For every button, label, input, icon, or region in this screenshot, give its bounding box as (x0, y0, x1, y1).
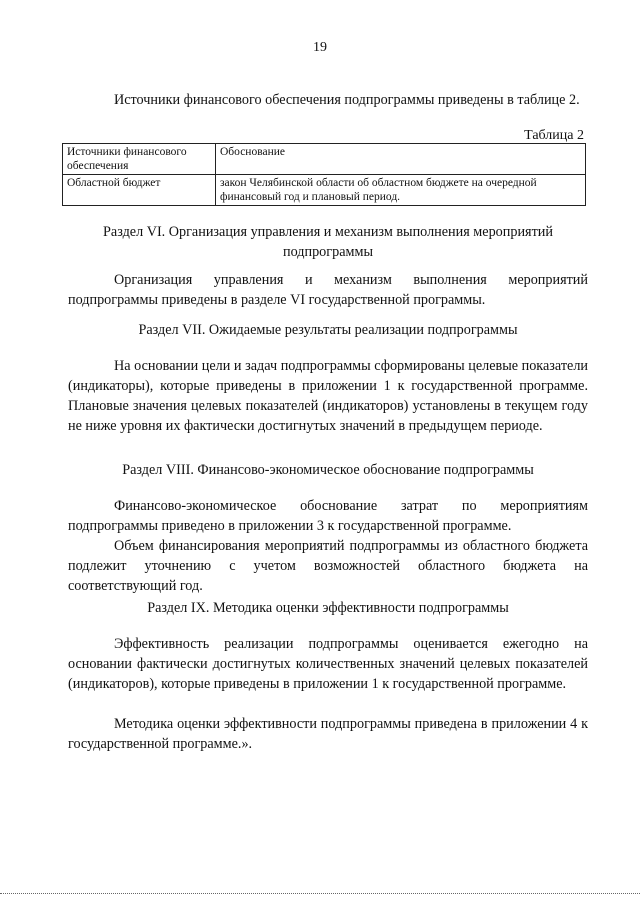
section-heading: Раздел VI. Организация управления и механизм выполнения мероприятий подпрограммы (103, 224, 553, 260)
section-paragraph: Финансово-экономическое обоснование затрат по мероприятиям подпрограммы приведено в приложении 3 к государственной программе. (68, 498, 588, 534)
section-heading: Раздел VIII. Финансово-экономическое обоснование подпрограммы (122, 462, 534, 478)
section-paragraph: На основании цели и задач подпрограммы сформированы целевые показатели (индикаторы), которые приведены в приложении 1 к государственной программе. Плановые значения целевых показателей (индикаторов) установлены в текущем году не ниже уровня их фактически достигнутых значений в предыдущем периоде. (68, 358, 588, 434)
section-heading: Раздел IX. Методика оценки эффективности подпрограммы (147, 600, 509, 616)
table-caption: Таблица 2 (524, 128, 584, 143)
table-cell: закон Челябинской области об областном бюджете на очередной финансовый год и плановый период. (216, 175, 586, 206)
funding-sources-table (62, 143, 586, 206)
section-paragraph: Объем финансирования мероприятий подпрограммы из областного бюджета подлежит уточнению с учетом возможностей областного бюджета на соответствующий год. (68, 538, 588, 594)
table-header-row (63, 144, 586, 175)
intro-paragraph: Источники финансового обеспечения подпрограммы приведены в таблице 2. (114, 92, 580, 108)
table-header-cell: Источники финансового обеспечения (63, 144, 216, 175)
section-paragraph: Организация управления и механизм выполнения мероприятий подпрограммы приведены в разделе VI государственной программы. (68, 272, 588, 308)
table-cell: Областной бюджет (63, 175, 216, 206)
table-header-cell: Обоснование (216, 144, 586, 175)
section-paragraph: Эффективность реализации подпрограммы оценивается ежегодно на основании фактически достигнутых количественных значений целевых показателей (индикаторов), которые приведены в приложении 1 к государственной программе. (68, 636, 588, 692)
table-row (63, 175, 586, 206)
section-heading: Раздел VII. Ожидаемые результаты реализации подпрограммы (138, 322, 518, 338)
section-paragraph: Методика оценки эффективности подпрограммы приведена в приложении 4 к государственной программе.». (68, 716, 588, 752)
page-bottom-edge (0, 893, 640, 894)
page-number: 19 (313, 40, 327, 55)
